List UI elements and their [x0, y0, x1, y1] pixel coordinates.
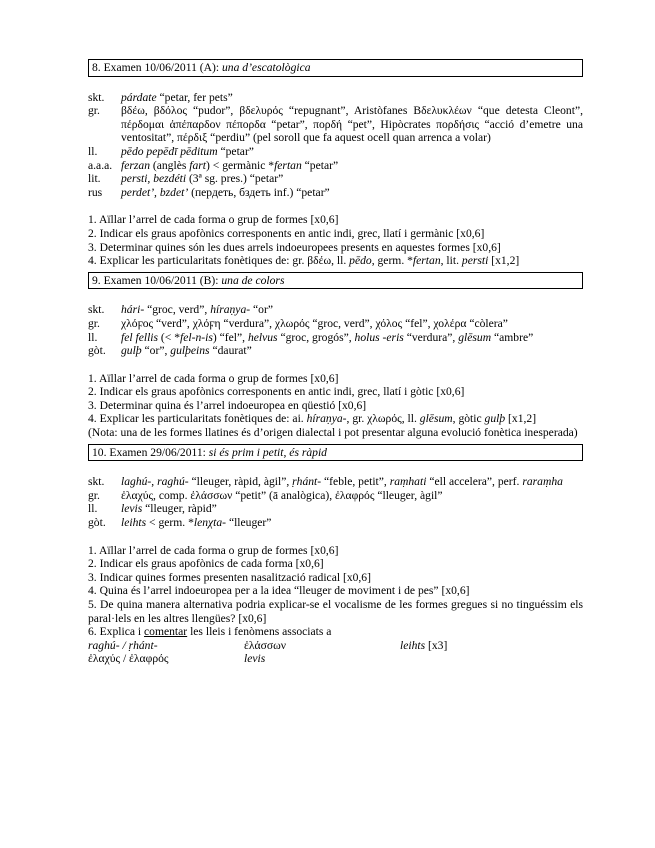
- language-forms: [121, 303, 583, 317]
- language-label: gòt.: [88, 344, 106, 358]
- text-run: (пердеть, бздеть inf.) “petar”: [188, 185, 330, 199]
- language-form-row: [88, 344, 583, 358]
- text-run: 4. Explicar les particularitats fonètiques de: ai.: [88, 412, 307, 426]
- text-run: 1. Aïllar l’arrel de cada forma o grup de formes [x0,6]: [88, 371, 339, 385]
- section-10-questions: [88, 544, 583, 639]
- language-label: rus: [88, 185, 103, 199]
- text-run: ,: [151, 475, 158, 489]
- italic-form: perdet’, bzdet’: [121, 185, 189, 199]
- text-run: “petar”: [301, 158, 339, 172]
- italic-form: fel fellis: [121, 330, 159, 344]
- language-form-row: [88, 91, 583, 105]
- section-8-forms: [88, 91, 583, 200]
- text-run: βδέω, βδόλος “pudor”, βδελυρός “repugnant”, Aristòfanes Βδελυκλέων “que detesta Cleont”, πέρδομαι ἀπέπαρδον πέπορδα “petar”, πορδή “pet”, Hipòcrates πορδήσις “acció d’emetre una ventositat”, πέρδιξ “perdiu” (pel soroll que fa aquest ocell quan arrenca a volar): [121, 104, 583, 145]
- text-run: (< *: [158, 330, 181, 344]
- text-run: ) < germànic *: [206, 158, 275, 172]
- text-run: “ell accelera”, perf.: [426, 475, 523, 489]
- text-run: ) “fel”,: [212, 330, 248, 344]
- language-forms: [121, 502, 583, 516]
- language-form-row: [88, 331, 583, 345]
- text-run: “or”,: [141, 344, 171, 358]
- language-form-row: [88, 502, 583, 516]
- italic-form: ferzan: [121, 158, 150, 172]
- language-forms: [121, 104, 583, 145]
- text-run: ἐλάσσων: [244, 638, 286, 652]
- example-cell: [244, 639, 400, 653]
- language-forms: [121, 475, 583, 489]
- question-item: [88, 227, 583, 241]
- italic-form: raghú-: [157, 475, 189, 489]
- language-label: lit.: [88, 172, 101, 186]
- language-label: gr.: [88, 316, 100, 330]
- italic-form: leihts: [121, 516, 147, 530]
- language-forms: [121, 145, 583, 159]
- language-form-row: [88, 317, 583, 331]
- italic-form: raraṃha: [522, 475, 563, 489]
- section-9-header: [88, 272, 583, 290]
- language-forms: [121, 489, 583, 503]
- language-forms: [121, 331, 583, 345]
- italic-form: persti: [461, 254, 489, 268]
- text-run: χλόϝος “verd”, χλόϝη “verdura”, χλωρός “groc, verd”, χόλος “fel”, χολέρα “còlera”: [121, 316, 508, 330]
- question-item: [88, 385, 583, 399]
- section-10-header: [88, 444, 583, 462]
- italic-form: glēsum: [419, 412, 453, 426]
- example-cell: [400, 639, 583, 653]
- language-label: a.a.a.: [88, 158, 113, 172]
- text-run: [x1,2]: [505, 412, 537, 426]
- language-label: gòt.: [88, 516, 106, 530]
- language-forms: [121, 91, 583, 105]
- example-cell: [88, 639, 244, 653]
- language-forms: [121, 344, 583, 358]
- text-run: “groc, grogós”,: [277, 330, 355, 344]
- question-item: [88, 372, 583, 386]
- text-run: ἐλαχύς / ἐλαφρός: [88, 652, 169, 666]
- italic-form: glēsum: [458, 330, 492, 344]
- language-label: ll.: [88, 144, 98, 158]
- question-item: [88, 544, 583, 558]
- question-item: [88, 412, 583, 426]
- text-run: “petar, fer pets”: [156, 90, 233, 104]
- italic-form: lenχta-: [193, 516, 227, 530]
- text-run: “lleuger”: [226, 516, 272, 530]
- text-run: les lleis i fenòmens associats a: [187, 625, 332, 639]
- italic-form: holus -eris: [354, 330, 404, 344]
- language-label: skt.: [88, 475, 105, 489]
- text-run: 3. Determinar quines són les dues arrels indoeuropees presents en aquestes formes [x0,6]: [88, 240, 501, 254]
- section-8-questions: [88, 213, 583, 267]
- italic-form: raghú- / ṛhánt-: [88, 638, 158, 652]
- text-run: “lleuger, ràpid, àgil”,: [188, 475, 293, 489]
- language-form-row: [88, 475, 583, 489]
- question-item: [88, 598, 583, 625]
- language-forms: [121, 516, 583, 530]
- text-run: “ambre”: [491, 330, 534, 344]
- section-8-header: [88, 59, 583, 77]
- text-run: ἐλαχύς, comp. ἐλάσσων “petit” (ā analògica), ἐλαφρός “lleuger, àgil”: [121, 488, 443, 502]
- section-10-examples: [88, 639, 583, 666]
- section-8-header-title: una d’escatològica: [221, 61, 311, 74]
- question-item: [88, 254, 583, 268]
- text-run: < germ. *: [146, 516, 194, 530]
- text-run: 4. Quina és l’arrel indoeuropea per a la idea “lleuger de moviment i de pes” [x0,6]: [88, 584, 470, 598]
- italic-form: gulþeins: [170, 344, 210, 358]
- italic-form: párdate: [121, 90, 157, 104]
- italic-form: pēdo: [349, 254, 372, 268]
- italic-form: helvus: [247, 330, 278, 344]
- italic-form: fel-n-is: [180, 330, 213, 344]
- text-run: “groc, verd”,: [144, 303, 211, 317]
- question-item: [88, 557, 583, 571]
- language-forms: [121, 186, 583, 200]
- language-form-row: [88, 303, 583, 317]
- text-run: “verdura”,: [403, 330, 459, 344]
- document-page: [88, 59, 583, 666]
- text-run: (anglès: [149, 158, 190, 172]
- language-form-row: [88, 159, 583, 173]
- italic-form: levis: [121, 502, 143, 516]
- text-run: 2. Indicar els graus apofònics de cada forma [x0,6]: [88, 557, 324, 571]
- text-run: “petar”: [217, 144, 254, 158]
- language-forms: [121, 317, 583, 331]
- section-9-questions: [88, 372, 583, 440]
- language-label: gr.: [88, 488, 100, 502]
- text-run: “daurat”: [209, 344, 252, 358]
- question-item: [88, 625, 583, 639]
- example-row: [88, 652, 583, 666]
- text-run: 4. Explicar les particularitats fonètiques de: gr. βδέω, ll.: [88, 254, 350, 268]
- text-run: “lleuger, ràpid”: [142, 502, 217, 516]
- text-run: (Nota: una de les formes llatines és d’origen dialectal i pot presentar alguna evolució fonètica inesperada): [88, 426, 578, 440]
- language-form-row: [88, 172, 583, 186]
- language-form-row: [88, 489, 583, 503]
- italic-form: raṃhati: [389, 475, 427, 489]
- text-run: (3ª sg. pres.) “petar”: [186, 172, 284, 186]
- example-cell: [88, 652, 244, 666]
- example-cell: [400, 652, 583, 666]
- question-item: [88, 399, 583, 413]
- text-run: [x3]: [425, 638, 448, 652]
- italic-form: gulþ: [484, 412, 506, 426]
- question-item: [88, 213, 583, 227]
- language-label: skt.: [88, 90, 105, 104]
- text-run: [x1,2]: [488, 254, 520, 268]
- section-10-forms: [88, 475, 583, 529]
- italic-form: persti, bezdéti: [121, 172, 187, 186]
- language-forms: [121, 172, 583, 186]
- text-run: “feble, petit”,: [321, 475, 390, 489]
- question-item: [88, 584, 583, 598]
- italic-form: fertan: [274, 158, 302, 172]
- section-10-header-prefix: 10. Examen 29/06/2011:: [92, 445, 209, 459]
- section-9-forms: [88, 303, 583, 357]
- language-form-row: [88, 145, 583, 159]
- text-run: 2. Indicar els graus apofònics corresponents en antic indi, grec, llatí i germànic [x0,6]: [88, 226, 485, 240]
- section-9-header-title: una de colors: [221, 273, 285, 287]
- italic-form: laghú-: [121, 475, 152, 489]
- language-form-row: [88, 516, 583, 530]
- language-form-row: [88, 104, 583, 145]
- italic-form: gulþ: [121, 344, 142, 358]
- text-run: 3. Indicar quines formes presenten nasalització radical [x0,6]: [88, 570, 371, 584]
- text-run: 6. Explica i: [88, 625, 145, 639]
- text-run: 3. Determinar quina és l’arrel indoeuropea en qüestió [x0,6]: [88, 398, 367, 412]
- example-row: [88, 639, 583, 653]
- language-forms: [121, 159, 583, 173]
- language-label: ll.: [88, 502, 98, 516]
- question-item: [88, 571, 583, 585]
- section-9-header-prefix: 9. Examen 10/06/2011 (B):: [92, 273, 222, 287]
- text-run: 5. De quina manera alternativa podria explicar-se el vocalisme de les formes gregues si no tinguéssim els paral·lels en les altres llengües? [x0,6]: [88, 598, 583, 625]
- language-label: ll.: [88, 330, 98, 344]
- italic-form: leihts: [400, 638, 426, 652]
- text-run: 1. Aïllar l’arrel de cada forma o grup de formes [x0,6]: [88, 213, 339, 227]
- text-run: comentar: [144, 625, 188, 639]
- example-cell: [244, 652, 400, 666]
- text-run: “or”: [250, 303, 273, 317]
- italic-form: hári-: [121, 303, 145, 317]
- italic-form: levis: [244, 652, 266, 666]
- text-run: , gr. χλωρός, ll.: [346, 412, 420, 426]
- language-form-row: [88, 186, 583, 200]
- italic-form: fart: [189, 158, 207, 172]
- italic-form: híraṇya-: [306, 412, 347, 426]
- text-run: , germ. *: [371, 254, 413, 268]
- text-run: , gòtic: [452, 412, 485, 426]
- italic-form: pēdo pepēdī pēditum: [121, 144, 218, 158]
- section-8-header-prefix: 8. Examen 10/06/2011 (A):: [92, 61, 222, 74]
- language-label: gr.: [88, 104, 100, 118]
- italic-form: híraṇya-: [210, 303, 251, 317]
- section-10-header-title: si és prim i petit, és ràpid: [208, 445, 327, 459]
- text-run: 2. Indicar els graus apofònics corresponents en antic indi, grec, llatí i gòtic [x0,6]: [88, 385, 465, 399]
- language-label: skt.: [88, 303, 105, 317]
- question-item: [88, 426, 583, 440]
- text-run: , lit.: [440, 254, 462, 268]
- italic-form: fertan: [412, 254, 441, 268]
- text-run: 1. Aïllar l’arrel de cada forma o grup de formes [x0,6]: [88, 543, 339, 557]
- question-item: [88, 241, 583, 255]
- italic-form: ṛhánt-: [292, 475, 322, 489]
